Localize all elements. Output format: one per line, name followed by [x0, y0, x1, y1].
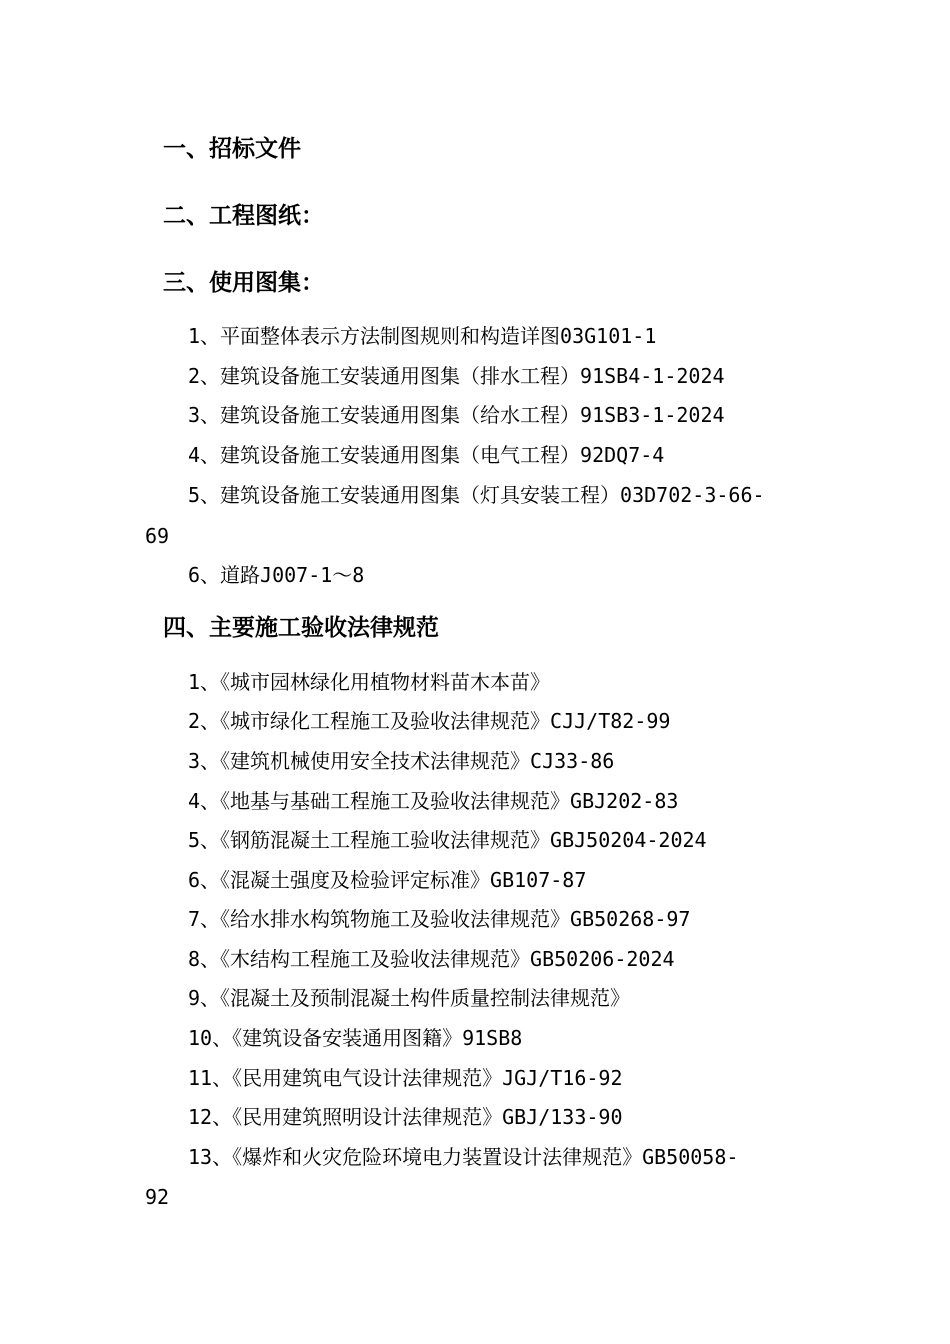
standard-item-13-continuation: 92	[145, 1185, 170, 1209]
standard-item-11: 11、《民用建筑电气设计法律规范》JGJ/T16-92	[188, 1066, 623, 1090]
standard-item-3: 3、《建筑机械使用安全技术法律规范》CJ33-86	[188, 749, 615, 773]
section-heading-3: 三、使用图集：	[163, 270, 324, 296]
standard-item-4: 4、《地基与基础工程施工及验收法律规范》GBJ202-83	[188, 789, 679, 813]
section-heading-2: 二、工程图纸：	[163, 203, 324, 229]
standard-item-8: 8、《木结构工程施工及验收法律规范》GB50206-2024	[188, 947, 675, 971]
drawing-set-item-4: 4、建筑设备施工安装通用图集（电气工程）92DQ7-4	[188, 443, 665, 467]
drawing-set-item-1: 1、平面整体表示方法制图规则和构造详图03G101-1	[188, 324, 657, 348]
standard-item-12: 12、《民用建筑照明设计法律规范》GBJ/133-90	[188, 1105, 623, 1129]
drawing-set-item-5-continuation: 69	[145, 524, 170, 548]
standard-item-1: 1、《城市园林绿化用植物材料苗木本苗》	[188, 670, 551, 694]
standard-item-10: 10、《建筑设备安装通用图籍》91SB8	[188, 1026, 523, 1050]
drawing-set-item-5: 5、建筑设备施工安装通用图集（灯具安装工程）03D702-3-66-	[188, 483, 765, 507]
section-heading-1: 一、招标文件	[163, 136, 301, 162]
drawing-set-item-2: 2、建筑设备施工安装通用图集（排水工程）91SB4-1-2024	[188, 364, 725, 388]
drawing-set-item-6: 6、道路J007-1～8	[188, 563, 365, 587]
section-heading-4: 四、主要施工验收法律规范	[163, 615, 439, 641]
standard-item-2: 2、《城市绿化工程施工及验收法律规范》CJJ/T82-99	[188, 709, 671, 733]
standard-item-9: 9、《混凝土及预制混凝土构件质量控制法律规范》	[188, 986, 631, 1010]
standard-item-5: 5、《钢筋混凝土工程施工验收法律规范》GBJ50204-2024	[188, 828, 707, 852]
standard-item-7: 7、《给水排水构筑物施工及验收法律规范》GB50268-97	[188, 907, 691, 931]
standard-item-6: 6、《混凝土强度及检验评定标准》GB107-87	[188, 868, 587, 892]
standard-item-13: 13、《爆炸和火灾危险环境电力装置设计法律规范》GB50058-	[188, 1145, 739, 1169]
drawing-set-item-3: 3、建筑设备施工安装通用图集（给水工程）91SB3-1-2024	[188, 403, 725, 427]
